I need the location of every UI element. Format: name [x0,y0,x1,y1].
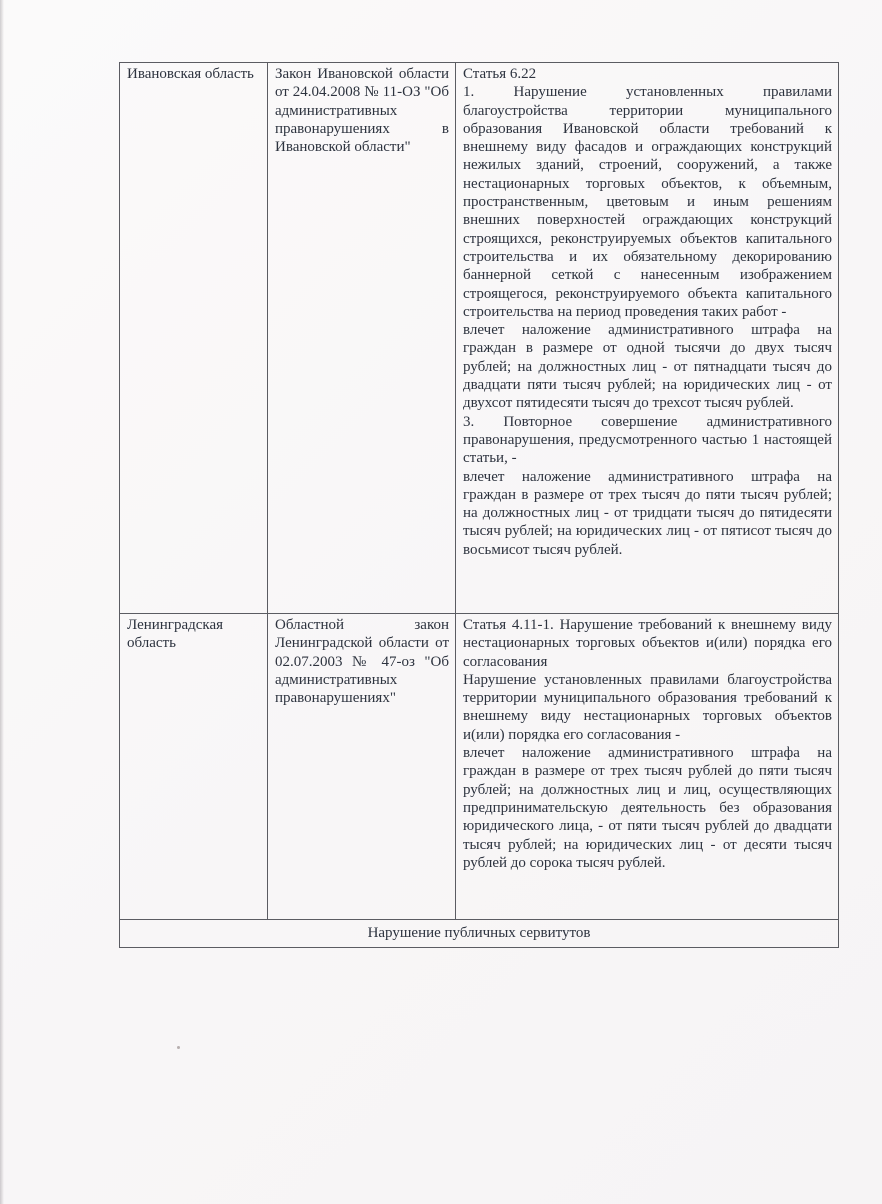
article-paragraph: 3. Повторное совершение административного правонарушения, предусмотренного частью 1 настоящей статьи, - [463,413,832,467]
article-paragraph: Нарушение установленных правилами благоустройства территории муниципального образования требований к внешнему виду нестационарных торговых объектов и(или) порядка его согласования - [463,671,832,743]
article-paragraph: влечет наложение административного штрафа на граждан в размере от трех тысяч рублей до пяти тысяч рублей; на должностных лиц и лиц, осуществляющих предпринимательскую деятельность без образования юридического лица, - от пяти тысяч рублей до двадцати тысяч рублей; на юридических лиц - от десяти тысяч рублей до сорока тысяч рублей. [463,745,832,871]
law-reference: Областной закон Ленинградской области от 02.07.2003 № 47-оз "Об административных правонарушениях" [275,617,449,707]
article-paragraph: влечет наложение административного штрафа на граждан в размере от одной тысячи до двух тысяч рублей; на должностных лиц - от пятнадцати тысяч до двадцати пяти тысяч рублей; на юридических лиц - от двухсот пятидесяти тысяч до трехсот тысяч рублей. [463,322,832,412]
table-row-leningrad [120,614,839,920]
scan-edge-shadow [0,0,4,1204]
article-cell [456,614,839,920]
region-cell [120,63,268,614]
article-paragraph: влечет наложение административного штрафа на граждан в размере от трех тысяч до пяти тысяч рублей; на должностных лиц - от тридцати тысяч до пятидесяти тысяч рублей; на юридических лиц - от пятисот тысяч до восьмисот тысяч рублей. [463,468,832,558]
table-row-section-header [120,920,839,948]
scan-artifact-dot [177,1046,180,1049]
regional-laws-table [119,62,839,948]
section-header-cell [120,920,839,948]
region-name: Ивановская область [127,66,254,82]
article-paragraph: 1. Нарушение установленных правилами благоустройства территории муниципального образования Ивановской области требований к внешнему виду фасадов и ограждающих конструкций нежилых зданий, строений, сооружений, а также нестационарных торговых объектов, к объемным, пространственным, цветовым и иным решениям внешних поверхностей ограждающих конструкций строящихся, реконструируемых объектов капитального строительства и их обязательному декорированию баннерной сеткой с нанесенным изображением строящегося, реконструируемого объекта капитального строительства на период проведения таких работ - [463,84,832,320]
article-cell [456,63,839,614]
article-title: Статья 4.11-1. Нарушение требований к внешнему виду нестационарных торговых объектов и(или) порядка его согласования [463,617,832,670]
table-row-ivanovo [120,63,839,614]
law-cell [268,614,456,920]
law-reference: Закон Ивановской области от 24.04.2008 № 11-ОЗ "Об административных правонарушениях в Ивановской области" [275,66,449,156]
law-cell [268,63,456,614]
region-cell [120,614,268,920]
article-title: Статья 6.22 [463,66,537,82]
section-header-text: Нарушение публичных сервитутов [367,925,591,942]
region-name: Ленинградская область [127,617,224,652]
